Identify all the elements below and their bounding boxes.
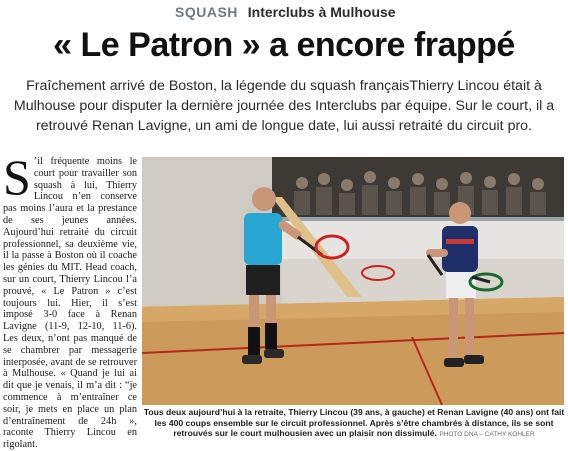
caption-text: Tous deux aujourd’hui à la retraite, Thierry Lincou (39 ans, à gauche) et Renan Lavigne (40 ans) ont fait les 400 coups ensemble sur le circuit professionnel. Après s’être chambrés à distance, ils se sont retrouvés sur le court mulhousien avec un plaisir non dissimulé. xyxy=(143,407,565,438)
photo-credit: PHOTO DNA – CATHY KOHLER xyxy=(439,431,535,438)
lead-paragraph: Fraîchement arrivé de Boston, la légende du squash françaisThierry Lincou était à Mulhouse pour disputer la dernière journée des Interclubs par équipe. Sur le court, il a retrouvé Renan Lavigne, un ami de longue date, lui aussi retraité du circuit pro. xyxy=(13,78,555,134)
article-photo xyxy=(142,157,564,405)
drop-cap: S xyxy=(3,149,31,205)
article-kicker xyxy=(175,4,396,20)
kicker-subtitle: Interclubs à Mulhouse xyxy=(247,4,396,20)
photo-caption xyxy=(143,407,565,441)
headline: « Le Patron » a encore frappé xyxy=(53,26,515,64)
body-text: ’il fréquente moins le court pour travailler son squash à lui, Thierry Lincou n’en conserve pas moins l’aura et la prestance de ses jeunes années. Aujourd’hui retraité du circuit professionnel, sa deuxième vie, il la passe à Boston où il coache les génies du MIT. Head coach, sur un court, Thierry Lincou l’a prouvé, « Le Patron » c’est toujours lui. Hier, il s’est imposé 3-0 face à Renan Lavigne (11-9, 12-10, 11-6). Les deux, n’ont pas manqué de se chambrer par messagerie interposée, avant de se retrouver à Mulhouse. « Quand je lui ai dit que je venais, il m’a dit : “je commence à m’entraîner ce soir, je mets en place un plan d’entraînement de 24h », raconte Thierry Lincou en rigolant. xyxy=(3,156,137,451)
section-label: SQUASH xyxy=(175,4,238,20)
article-body xyxy=(3,149,137,451)
